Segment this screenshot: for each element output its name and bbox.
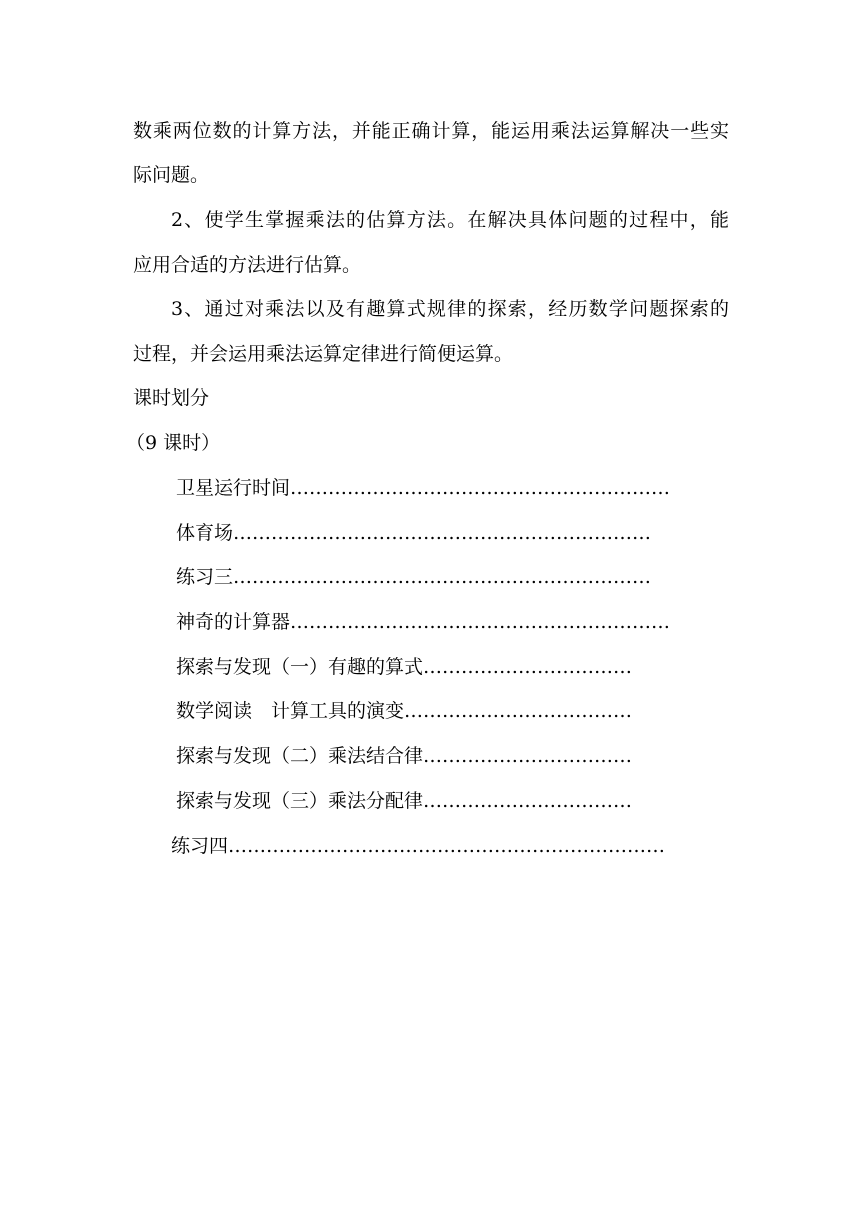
toc-item: 探索与发现（三）乘法分配律…………………………… [176,790,633,812]
toc-item: 神奇的计算器…………………………………………………… [176,611,671,633]
paragraph-line-4: 应用合适的方法进行估算。 [133,254,362,276]
toc-item: 练习四…………………………………………………………… [171,835,666,857]
paragraph-line-2: 际问题。 [133,164,210,186]
hours-label: （9 课时） [126,432,221,454]
paragraph-line-5: 3、通过对乘法以及有趣算式规律的探索，经历数学问题探索的 [171,298,729,320]
toc-item: 卫星运行时间…………………………………………………… [176,477,671,499]
paragraph-line-1: 数乘两位数的计算方法，并能正确计算，能运用乘法运算解决一些实 [133,120,729,142]
toc-item: 探索与发现（二）乘法结合律…………………………… [176,745,633,767]
paragraph-line-6: 过程，并会运用乘法运算定律进行简便运算。 [133,343,514,365]
paragraph-line-3: 2、使学生掌握乘法的估算方法。在解决具体问题的过程中，能 [171,209,729,231]
toc-item: 探索与发现（一）有趣的算式…………………………… [176,656,633,678]
toc-item: 体育场………………………………………………………… [176,522,652,544]
toc-item: 练习三………………………………………………………… [176,566,652,588]
toc-item: 数学阅读 计算工具的演变……………………………… [176,700,633,722]
section-heading: 课时划分 [133,387,210,409]
